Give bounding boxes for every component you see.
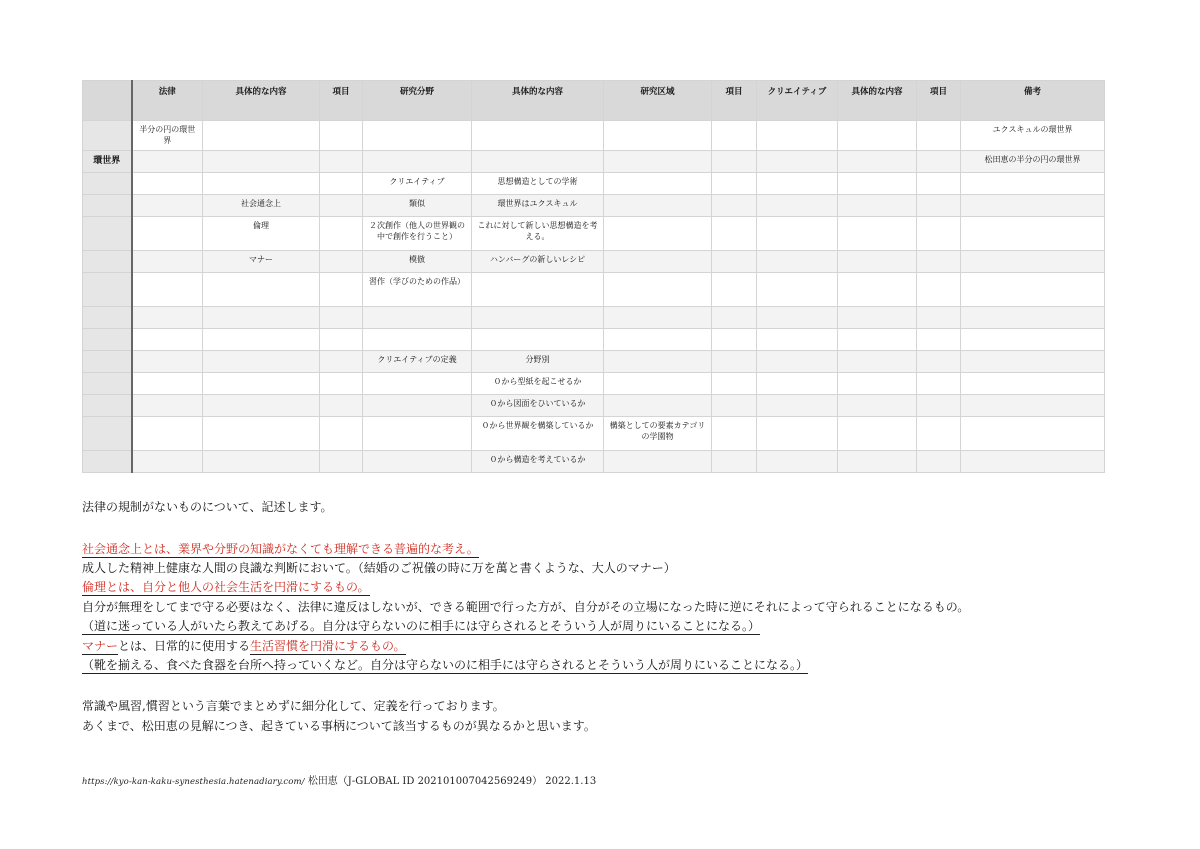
table-cell: 構築としての要素カテゴリの学園物 bbox=[604, 417, 712, 451]
table-row bbox=[83, 217, 1105, 251]
table-cell bbox=[917, 273, 961, 307]
table-cell bbox=[917, 195, 961, 217]
table-cell bbox=[604, 273, 712, 307]
footer-author: 松田恵（J-GLOBAL ID 202101007042569249） bbox=[307, 776, 543, 787]
table-cell bbox=[604, 373, 712, 395]
table-cell bbox=[917, 151, 961, 173]
row-header-cell: 環世界 bbox=[83, 151, 132, 173]
table-cell bbox=[203, 121, 320, 151]
table-cell bbox=[712, 351, 757, 373]
table-cell bbox=[363, 151, 472, 173]
table-cell bbox=[320, 273, 363, 307]
table-row bbox=[83, 351, 1105, 373]
table-cell: 松田恵の半分の円の環世界 bbox=[961, 151, 1105, 173]
table-cell bbox=[838, 373, 917, 395]
summary-line-2: あくまで、松田恵の見解につき、起きている事柄について該当するものが異なるかと思います。 bbox=[82, 719, 596, 733]
table-row bbox=[83, 373, 1105, 395]
table-cell bbox=[604, 217, 712, 251]
table-cell bbox=[757, 417, 838, 451]
table-cell bbox=[472, 307, 604, 329]
table-cell bbox=[917, 417, 961, 451]
table-cell bbox=[917, 373, 961, 395]
table-cell bbox=[132, 195, 203, 217]
table-cell bbox=[712, 417, 757, 451]
table-cell bbox=[363, 307, 472, 329]
table-cell bbox=[961, 173, 1105, 195]
table-cell bbox=[363, 121, 472, 151]
table-cell bbox=[961, 273, 1105, 307]
table-cell: ０から構造を考えているか bbox=[472, 451, 604, 473]
table-cell bbox=[961, 417, 1105, 451]
definition-ethics bbox=[82, 578, 370, 596]
header-cell: 備考 bbox=[961, 81, 1105, 121]
table-cell bbox=[320, 417, 363, 451]
table-cell bbox=[838, 217, 917, 251]
table-cell bbox=[961, 351, 1105, 373]
table-cell: マナー bbox=[203, 251, 320, 273]
table-cell: ハンバーグの新しいレシピ bbox=[472, 251, 604, 273]
table-cell: ユクスキュルの環世界 bbox=[961, 121, 1105, 151]
header-cell bbox=[83, 81, 132, 121]
table-row bbox=[83, 395, 1105, 417]
header-cell: 項目 bbox=[917, 81, 961, 121]
table-cell bbox=[203, 373, 320, 395]
definition-social-norms-text: とは、業界や分野の知識がなくても理解できる普遍的な考え。 bbox=[142, 542, 479, 556]
table-cell bbox=[757, 251, 838, 273]
table-cell: 習作（学びのための作品） bbox=[363, 273, 472, 307]
table-cell bbox=[757, 173, 838, 195]
table-cell bbox=[757, 395, 838, 417]
table-row bbox=[83, 251, 1105, 273]
table-cell bbox=[604, 151, 712, 173]
table-cell: 類似 bbox=[363, 195, 472, 217]
table-row bbox=[83, 417, 1105, 451]
table-cell bbox=[203, 273, 320, 307]
table-row bbox=[83, 307, 1105, 329]
table-cell bbox=[838, 307, 917, 329]
table-cell bbox=[203, 417, 320, 451]
table-cell bbox=[604, 195, 712, 217]
row-header-cell bbox=[83, 451, 132, 473]
table-cell bbox=[320, 351, 363, 373]
table-cell bbox=[712, 151, 757, 173]
table-cell bbox=[320, 217, 363, 251]
row-header-cell bbox=[83, 217, 132, 251]
table-cell bbox=[132, 273, 203, 307]
table-cell bbox=[604, 329, 712, 351]
row-header-cell bbox=[83, 373, 132, 395]
table-cell: 社会通念上 bbox=[203, 195, 320, 217]
table-cell bbox=[757, 307, 838, 329]
table-cell bbox=[961, 217, 1105, 251]
table-cell bbox=[132, 417, 203, 451]
table-cell bbox=[472, 151, 604, 173]
table-cell bbox=[472, 121, 604, 151]
table-cell bbox=[363, 373, 472, 395]
table-cell bbox=[132, 373, 203, 395]
ethics-note: 自分が無理をしてまで守る必要はなく、法律に違反はしないが、できる範囲で行った方が、自分がその立場になった時に逆にそれによって守られることになるもの。 bbox=[82, 600, 970, 614]
table-cell bbox=[203, 351, 320, 373]
table-cell bbox=[132, 329, 203, 351]
row-header-cell bbox=[83, 395, 132, 417]
definition-manners-text: とは、日常的に使用する bbox=[118, 639, 251, 653]
table-cell bbox=[757, 329, 838, 351]
table-cell bbox=[757, 121, 838, 151]
table-cell: 分野別 bbox=[472, 351, 604, 373]
header-cell: 項目 bbox=[320, 81, 363, 121]
table-cell bbox=[604, 395, 712, 417]
row-header-cell bbox=[83, 329, 132, 351]
table-cell bbox=[132, 351, 203, 373]
table-cell: ０から世界観を構築しているか bbox=[472, 417, 604, 451]
row-header-cell bbox=[83, 195, 132, 217]
table-cell bbox=[203, 451, 320, 473]
row-header-cell bbox=[83, 173, 132, 195]
table-cell bbox=[917, 329, 961, 351]
intro-text: 法律の規制がないものについて、記述します。 bbox=[82, 500, 333, 514]
table-cell bbox=[838, 273, 917, 307]
ethics-example-text: （道に迷っている人がいたら教えてあげる。自分は守らないのに相手には守らされるとそういう人が周りにいることになる。） bbox=[82, 619, 761, 633]
header-cell: 法律 bbox=[132, 81, 203, 121]
header-row bbox=[83, 81, 1105, 121]
table-cell bbox=[757, 217, 838, 251]
definition-manners-highlight: 生活習慣を円滑にするもの。 bbox=[250, 639, 406, 653]
table-cell bbox=[132, 451, 203, 473]
table-cell bbox=[604, 351, 712, 373]
table-cell bbox=[604, 307, 712, 329]
header-cell: 具体的な内容 bbox=[203, 81, 320, 121]
table-cell bbox=[838, 173, 917, 195]
table-cell bbox=[961, 451, 1105, 473]
table-cell bbox=[320, 329, 363, 351]
table-cell bbox=[917, 173, 961, 195]
table-cell: 思想構造としての学術 bbox=[472, 173, 604, 195]
table-cell bbox=[203, 151, 320, 173]
term-ethics: 倫理 bbox=[82, 580, 107, 594]
table-cell bbox=[757, 351, 838, 373]
table-cell: ２次創作（他人の世界観の中で創作を行うこと） bbox=[363, 217, 472, 251]
header-cell: 具体的な内容 bbox=[838, 81, 917, 121]
table-cell bbox=[757, 273, 838, 307]
table-cell bbox=[961, 251, 1105, 273]
table-cell bbox=[961, 373, 1105, 395]
table-cell bbox=[472, 329, 604, 351]
table-cell bbox=[363, 417, 472, 451]
table-cell: クリエイティブ bbox=[363, 173, 472, 195]
table-cell bbox=[961, 195, 1105, 217]
table-cell bbox=[604, 121, 712, 151]
table-cell bbox=[757, 195, 838, 217]
table-cell bbox=[203, 329, 320, 351]
table-cell: ０から型紙を起こせるか bbox=[472, 373, 604, 395]
table-cell bbox=[838, 417, 917, 451]
table-cell bbox=[838, 251, 917, 273]
table-cell bbox=[961, 329, 1105, 351]
table-cell bbox=[917, 395, 961, 417]
table-cell bbox=[712, 251, 757, 273]
table-cell bbox=[712, 395, 757, 417]
row-header-cell bbox=[83, 417, 132, 451]
footer bbox=[82, 772, 596, 787]
table-cell bbox=[712, 173, 757, 195]
table-cell bbox=[320, 251, 363, 273]
table-cell bbox=[604, 173, 712, 195]
table-cell bbox=[203, 173, 320, 195]
table-cell: 半分の円の環世界 bbox=[132, 121, 203, 151]
table-cell bbox=[132, 395, 203, 417]
table-cell bbox=[757, 451, 838, 473]
table-row bbox=[83, 173, 1105, 195]
table-cell bbox=[838, 195, 917, 217]
table-cell bbox=[712, 195, 757, 217]
ethics-example bbox=[82, 617, 760, 635]
social-norms-note: 成人した精神上健康な人間の良識な判断において。（結婚のご祝儀の時に万を萬と書くような、大人のマナー） bbox=[82, 561, 676, 575]
definition-manners bbox=[82, 637, 406, 655]
definition-social-norms bbox=[82, 540, 479, 558]
table-cell bbox=[203, 307, 320, 329]
table-cell: ０から図面をひいているか bbox=[472, 395, 604, 417]
table-cell bbox=[917, 121, 961, 151]
header-cell: 具体的な内容 bbox=[472, 81, 604, 121]
table-cell bbox=[712, 217, 757, 251]
table-cell bbox=[838, 151, 917, 173]
table-cell: これに対して新しい思想構造を考える。 bbox=[472, 217, 604, 251]
table-cell bbox=[917, 251, 961, 273]
table-cell bbox=[320, 373, 363, 395]
table-cell bbox=[757, 151, 838, 173]
table-cell bbox=[132, 151, 203, 173]
header-cell: クリエイティブ bbox=[757, 81, 838, 121]
table-cell: クリエイティブの定義 bbox=[363, 351, 472, 373]
table-cell bbox=[604, 251, 712, 273]
table-cell bbox=[712, 329, 757, 351]
term-manners: マナー bbox=[82, 639, 119, 653]
table-row bbox=[83, 273, 1105, 307]
table-cell bbox=[320, 307, 363, 329]
table-cell bbox=[712, 373, 757, 395]
table-row bbox=[83, 195, 1105, 217]
table-cell bbox=[320, 121, 363, 151]
table-cell: 環世界はユクスキュル bbox=[472, 195, 604, 217]
table-cell bbox=[757, 373, 838, 395]
table-cell: 模倣 bbox=[363, 251, 472, 273]
table-cell bbox=[132, 307, 203, 329]
row-header-cell bbox=[83, 273, 132, 307]
table-cell bbox=[132, 217, 203, 251]
row-header-cell bbox=[83, 307, 132, 329]
table-row bbox=[83, 451, 1105, 473]
table-cell bbox=[917, 451, 961, 473]
table-cell bbox=[712, 307, 757, 329]
table-cell bbox=[363, 395, 472, 417]
table-cell bbox=[961, 307, 1105, 329]
table-cell: 倫理 bbox=[203, 217, 320, 251]
row-header-cell bbox=[83, 351, 132, 373]
table-cell bbox=[917, 307, 961, 329]
summary-line-1: 常識や風習,慣習という言葉でまとめずに細分化して、定義を行っております。 bbox=[82, 699, 505, 713]
table-cell bbox=[917, 351, 961, 373]
row-header-cell bbox=[83, 251, 132, 273]
manners-example-text: （靴を揃える、食べた食器を台所へ持っていくなど。自分は守らないのに相手には守らされるとそういう人が周りにいることになる。） bbox=[82, 658, 809, 672]
table-cell bbox=[132, 251, 203, 273]
table-cell bbox=[838, 351, 917, 373]
spreadsheet-table bbox=[82, 80, 1105, 473]
table-cell bbox=[363, 451, 472, 473]
definition-ethics-text: とは、自分と他人の社会生活を円滑にするもの。 bbox=[106, 580, 370, 594]
table-cell bbox=[712, 273, 757, 307]
table-row bbox=[83, 151, 1105, 173]
table-cell bbox=[838, 395, 917, 417]
table-cell bbox=[320, 395, 363, 417]
table-cell bbox=[712, 451, 757, 473]
table-cell bbox=[838, 329, 917, 351]
footer-url[interactable]: https://kyo-kan-kaku-synesthesia.hatenadiary.com/ bbox=[82, 777, 305, 787]
table-row bbox=[83, 121, 1105, 151]
table-cell bbox=[320, 451, 363, 473]
manners-example bbox=[82, 656, 808, 674]
header-cell: 研究区域 bbox=[604, 81, 712, 121]
table-cell bbox=[917, 217, 961, 251]
table-cell bbox=[472, 273, 604, 307]
table-cell bbox=[712, 121, 757, 151]
term-social-norms: 社会通念上 bbox=[82, 542, 143, 556]
table-cell bbox=[604, 451, 712, 473]
table-cell bbox=[363, 329, 472, 351]
table-cell bbox=[320, 173, 363, 195]
table-cell bbox=[203, 395, 320, 417]
table-row bbox=[83, 329, 1105, 351]
table-cell bbox=[961, 395, 1105, 417]
header-cell: 項目 bbox=[712, 81, 757, 121]
table-cell bbox=[838, 451, 917, 473]
table-cell bbox=[132, 173, 203, 195]
table-cell bbox=[320, 195, 363, 217]
table-cell bbox=[320, 151, 363, 173]
row-header-cell bbox=[83, 121, 132, 151]
header-cell: 研究分野 bbox=[363, 81, 472, 121]
footer-date: 2022.1.13 bbox=[545, 776, 597, 787]
table-cell bbox=[838, 121, 917, 151]
